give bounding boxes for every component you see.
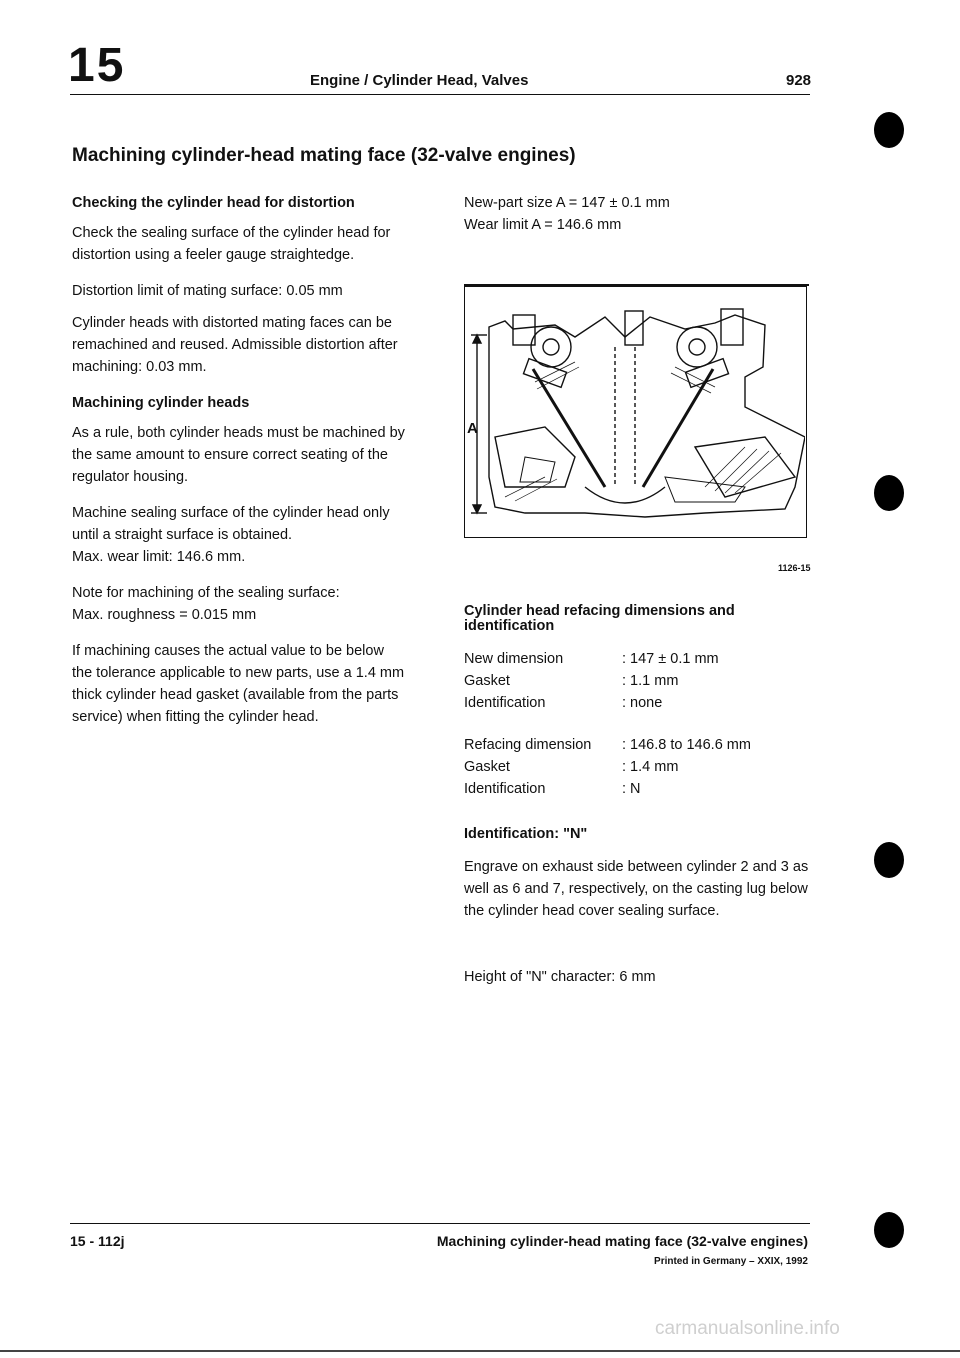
- distortion-text: Check the sealing surface of the cylinder head for distortion using a feeler gauge straightedge.: [72, 225, 391, 263]
- dimension-row: [464, 670, 809, 692]
- dimension-label: Refacing dimension: [464, 737, 592, 753]
- dimension-value: : none: [622, 695, 663, 711]
- figure-label-a: A: [467, 420, 478, 437]
- page-bottom-rule: [0, 1350, 960, 1352]
- identification-text: Engrave on exhaust side between cylinder 2 and 3 as well as 6 and 7, respectively, on the casting lug below the cylinder head cover sealing surface.: [464, 859, 809, 919]
- distortion-heading: Checking the cylinder head for distortion: [72, 195, 355, 211]
- header-model: 928: [786, 72, 812, 89]
- dimension-value: : 1.4 mm: [622, 759, 679, 775]
- dimension-label: Identification: [464, 781, 546, 797]
- max-roughness: Max. roughness = 0.015 mm: [72, 607, 257, 623]
- dimension-label: Identification: [464, 695, 546, 711]
- dimension-value: : 147 ± 0.1 mm: [622, 651, 719, 667]
- dimension-row: [464, 778, 809, 800]
- dimension-value: : 1.1 mm: [622, 673, 679, 689]
- cylinder-head-drawing: [465, 287, 805, 536]
- header-title: Engine / Cylinder Head, Valves: [310, 72, 529, 89]
- machining-heading: Machining cylinder heads: [72, 395, 250, 411]
- figure-number: 1126-15: [778, 563, 811, 573]
- tolerance-text: If machining causes the actual value to be below the tolerance applicable to new parts, use a 1.4 mm thick cylinder head gasket (available from the parts service) when fitting the cylinder head.: [72, 643, 405, 725]
- machine-surface-text: Machine sealing surface of the cylinder head only until a straight surface is obtained.: [72, 505, 390, 543]
- dimension-value: : N: [622, 781, 641, 797]
- binder-hole: [874, 1212, 904, 1248]
- footer-section-title: Machining cylinder-head mating face (32-valve engines): [436, 1233, 808, 1249]
- dimension-label: New dimension: [464, 651, 564, 667]
- remachine-text: Cylinder heads with distorted mating faces can be remachined and reused. Admissible distortion after machining: 0.03 mm.: [72, 315, 398, 375]
- left-column: [72, 192, 407, 728]
- footer-rule: [70, 1223, 810, 1224]
- dimension-row: [464, 692, 809, 714]
- page-title: Machining cylinder-head mating face (32-valve engines): [72, 145, 576, 166]
- footer-page-ref: 15 - 112j: [70, 1233, 125, 1249]
- refacing-section-title: Cylinder head refacing dimensions and identification: [464, 603, 735, 634]
- header-rule: [70, 94, 810, 95]
- watermark: carmanualsonline.info: [655, 1318, 840, 1339]
- refacing-dimensions-table: [464, 648, 809, 800]
- binder-hole: [874, 842, 904, 878]
- right-column-top: [464, 192, 809, 236]
- cylinder-head-figure: [464, 286, 807, 538]
- character-height-text: Height of "N" character: 6 mm: [464, 969, 656, 985]
- distortion-limit: Distortion limit of mating surface: 0.05 mm: [72, 283, 343, 299]
- chapter-number: 15: [68, 39, 126, 92]
- machining-rule: As a rule, both cylinder heads must be machined by the same amount to ensure correct seating of the regulator housing.: [72, 425, 405, 485]
- new-part-size: New-part size A = 147 ± 0.1 mm: [464, 195, 670, 211]
- dimension-label: Gasket: [464, 673, 510, 689]
- dimension-row: [464, 734, 809, 756]
- max-wear-text: Max. wear limit: 146.6 mm.: [72, 549, 246, 565]
- printed-in-text: Printed in Germany – XXIX, 1992: [654, 1256, 808, 1267]
- dimension-row: [464, 648, 809, 670]
- binder-hole: [874, 112, 904, 148]
- dimension-label: Gasket: [464, 759, 510, 775]
- dimension-value: : 146.8 to 146.6 mm: [622, 737, 751, 753]
- dimension-row: [464, 756, 809, 778]
- wear-limit: Wear limit A = 146.6 mm: [464, 217, 622, 233]
- note-machining: Note for machining of the sealing surface:: [72, 585, 340, 601]
- binder-hole: [874, 475, 904, 511]
- identification-heading: Identification: "N": [464, 826, 588, 842]
